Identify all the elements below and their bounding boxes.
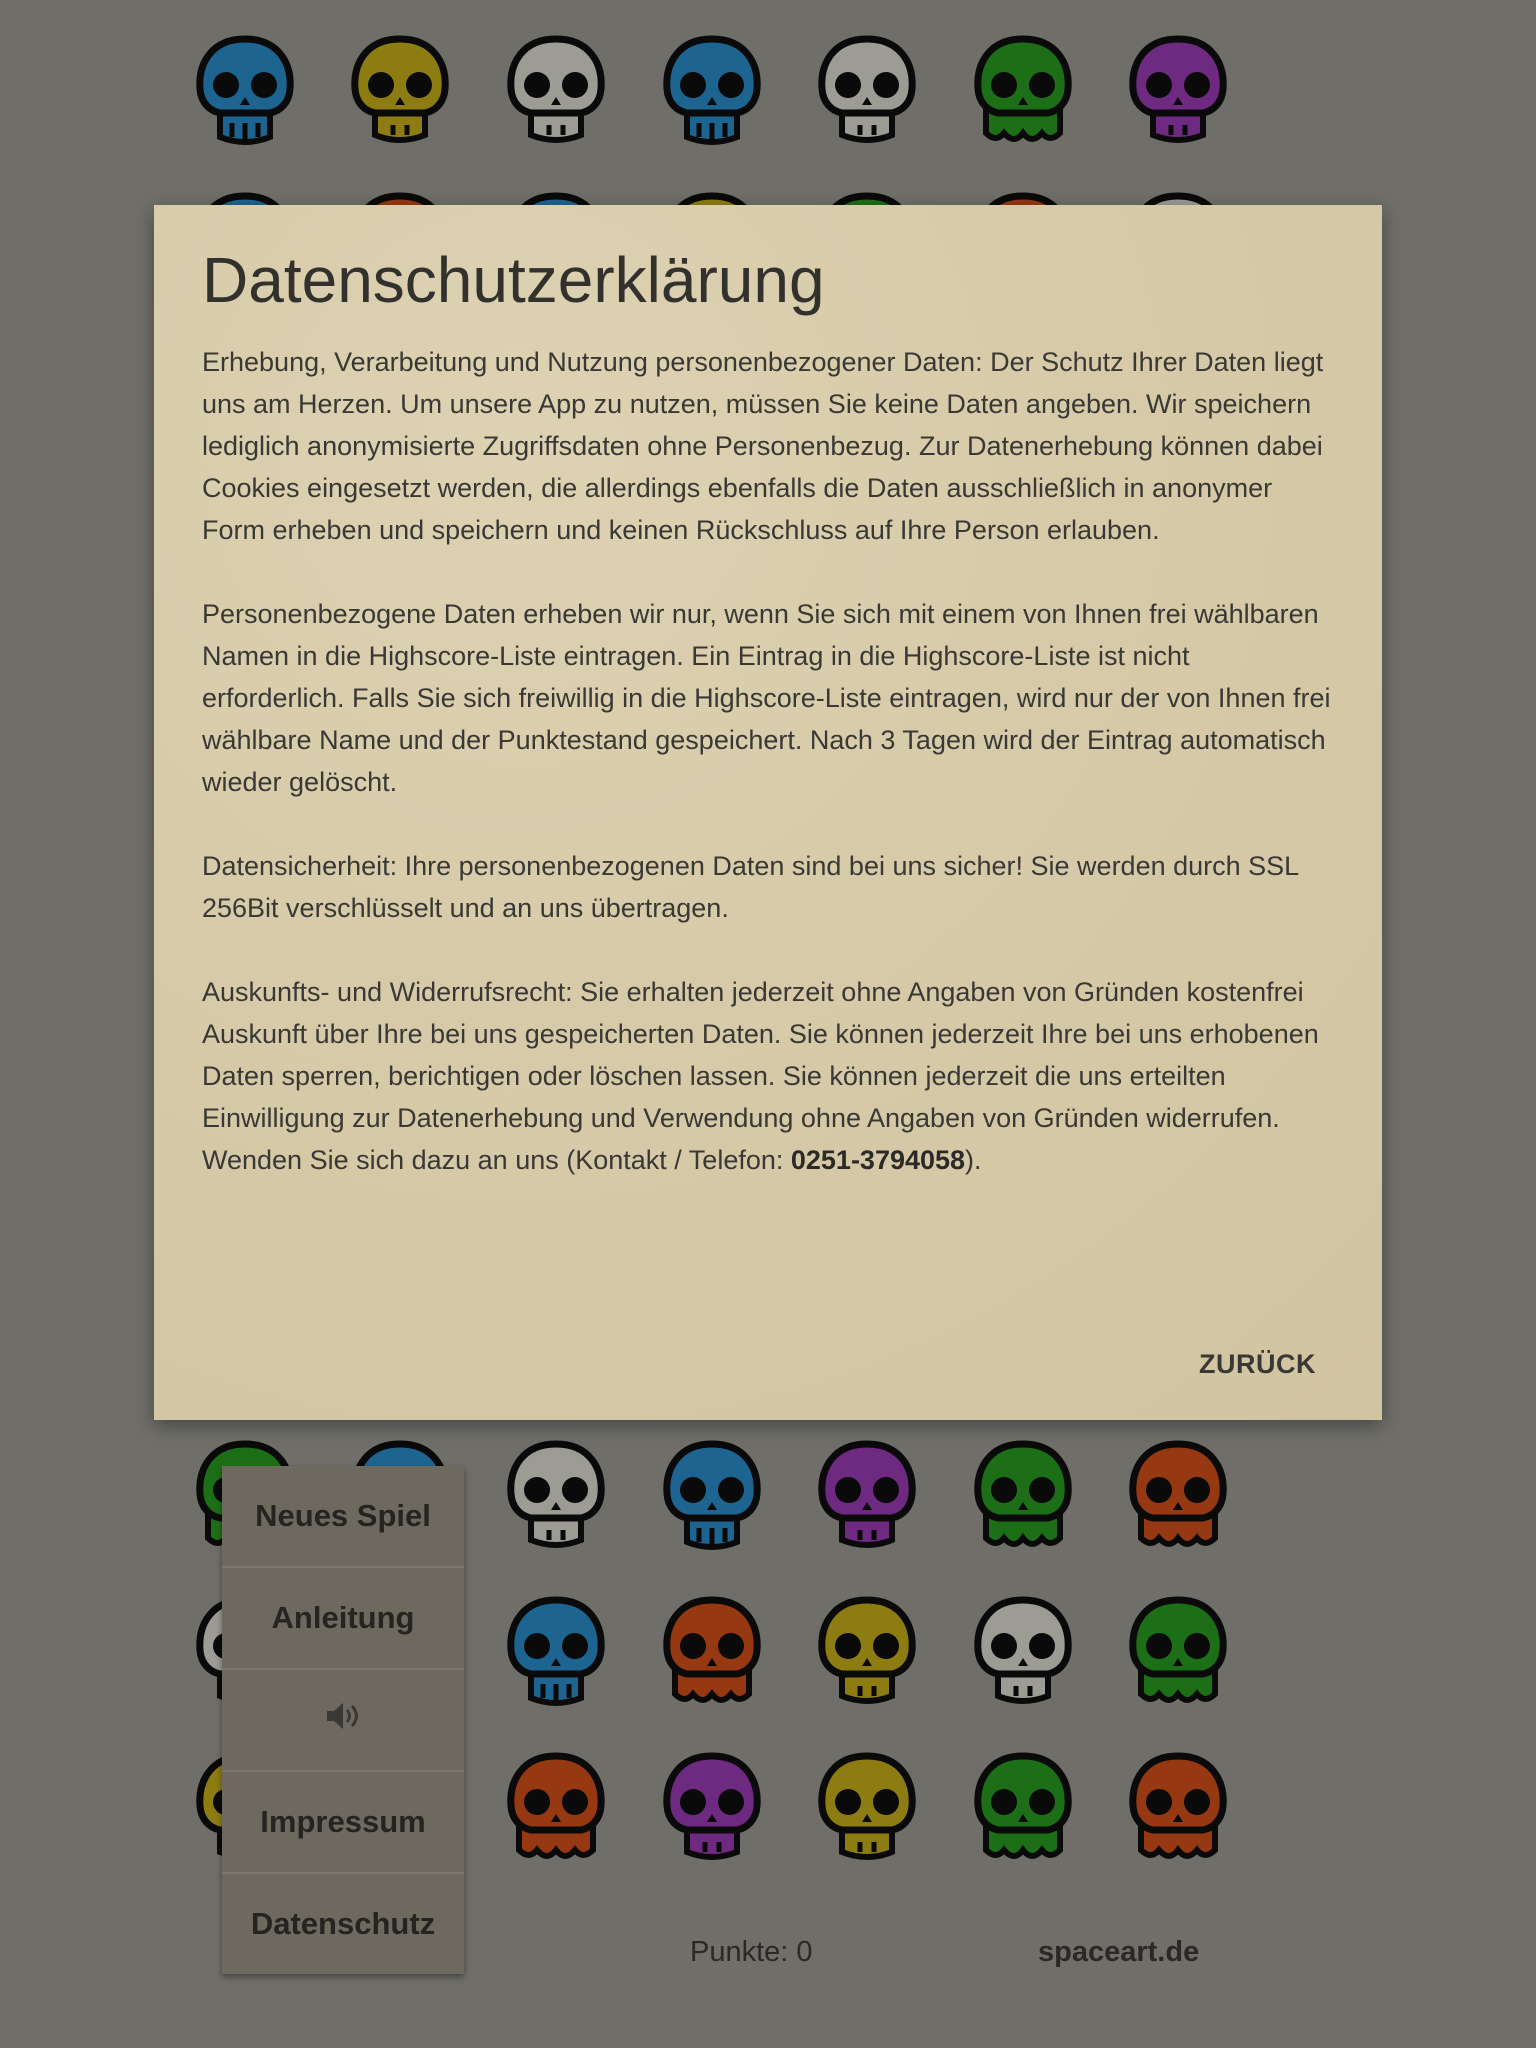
skull-tile-orange[interactable]	[1123, 1750, 1233, 1870]
skull-tile-white[interactable]	[812, 33, 922, 153]
skull-tile-white[interactable]	[501, 33, 611, 153]
new-game-button[interactable]: Neues Spiel	[222, 1466, 464, 1568]
back-button[interactable]: ZURÜCK	[1199, 1349, 1316, 1379]
skull-tile-yellow[interactable]	[345, 33, 455, 153]
speaker-icon	[323, 1700, 363, 1740]
phone-number: 0251-3794058	[790, 1145, 966, 1176]
skull-tile-green[interactable]	[1123, 1594, 1233, 1714]
instructions-button[interactable]: Anleitung	[222, 1568, 464, 1670]
dialog-paragraph-data-collection: Erhebung, Verarbeitung und Nutzung personenbezogener Daten: Der Schutz Ihrer Daten liegt uns am Herzen. Um unsere App zu nutzen, müssen Sie keine Daten angeben. Wir speichern lediglich anonymisierte Zugriffsdaten ohne Personenbezug. Zur Datenerhebung können dabei Cookies eingesetzt werden, die allerdings ebenfalls die Daten ausschließlich in anonymer Form erheben und speichern und keinen Rückschluss auf Ihre Person erlauben.	[202, 347, 1324, 546]
rights-text: Auskunfts- und Widerrufsrecht: Sie erhalten jederzeit ohne Angaben von Gründen kostenfrei Auskunft über Ihre bei uns gespeicherten Daten. Sie können jederzeit Ihre bei uns erhobenen Daten sperren, berichtigen oder löschen lassen. Sie können jederzeit die uns erteilten Einwilligung zur Datenerhebung und Verwendung ohne Angaben von Gründen widerrufen. Wenden Sie sich dazu an uns (Kontakt / Telefon:	[202, 977, 1319, 1176]
skull-tile-orange[interactable]	[1123, 1438, 1233, 1558]
skull-tile-purple[interactable]	[1123, 33, 1233, 153]
sound-toggle-button[interactable]	[222, 1670, 464, 1772]
dialog-paragraph-rights	[202, 971, 1334, 1181]
skull-tile-white[interactable]	[968, 1594, 1078, 1714]
rights-text-end: ).	[965, 1145, 982, 1176]
privacy-button[interactable]: Datenschutz	[222, 1874, 464, 1974]
privacy-dialog	[154, 205, 1382, 1420]
dialog-paragraph-security: Datensicherheit: Ihre personenbezogenen Daten sind bei uns sicher! Sie werden durch SSL 256Bit verschlüsselt und an uns übertragen.	[202, 851, 1299, 924]
skull-tile-blue[interactable]	[657, 1438, 767, 1558]
skull-tile-green[interactable]	[968, 1438, 1078, 1558]
skull-tile-yellow[interactable]	[812, 1594, 922, 1714]
dialog-title: Datenschutzerklärung	[202, 244, 825, 316]
imprint-button[interactable]: Impressum	[222, 1772, 464, 1874]
brand-link[interactable]: spaceart.de	[1038, 1936, 1200, 1968]
skull-tile-green[interactable]	[968, 1750, 1078, 1870]
skull-tile-blue[interactable]	[190, 33, 300, 153]
skull-tile-yellow[interactable]	[812, 1750, 922, 1870]
skull-tile-blue[interactable]	[501, 1594, 611, 1714]
skull-tile-blue[interactable]	[657, 33, 767, 153]
dialog-paragraph-personal-data: Personenbezogene Daten erheben wir nur, wenn Sie sich mit einem von Ihnen frei wählbaren Namen in die Highscore-Liste eintragen. Ein Eintrag in die Highscore-Liste ist nicht erforderlich. Falls Sie sich freiwillig in die Highscore-Liste eintragen, wird nur der von Ihnen frei wählbare Name und der Punktestand gespeichert. Nach 3 Tagen wird der Eintrag automatisch wieder gelöscht.	[202, 599, 1331, 798]
score-display: Punkte: 0	[690, 1936, 813, 1968]
skull-tile-orange[interactable]	[657, 1594, 767, 1714]
side-menu	[222, 1466, 464, 1974]
skull-tile-purple[interactable]	[657, 1750, 767, 1870]
skull-tile-purple[interactable]	[812, 1438, 922, 1558]
skull-tile-green[interactable]	[968, 33, 1078, 153]
skull-tile-orange[interactable]	[501, 1750, 611, 1870]
skull-tile-white[interactable]	[501, 1438, 611, 1558]
